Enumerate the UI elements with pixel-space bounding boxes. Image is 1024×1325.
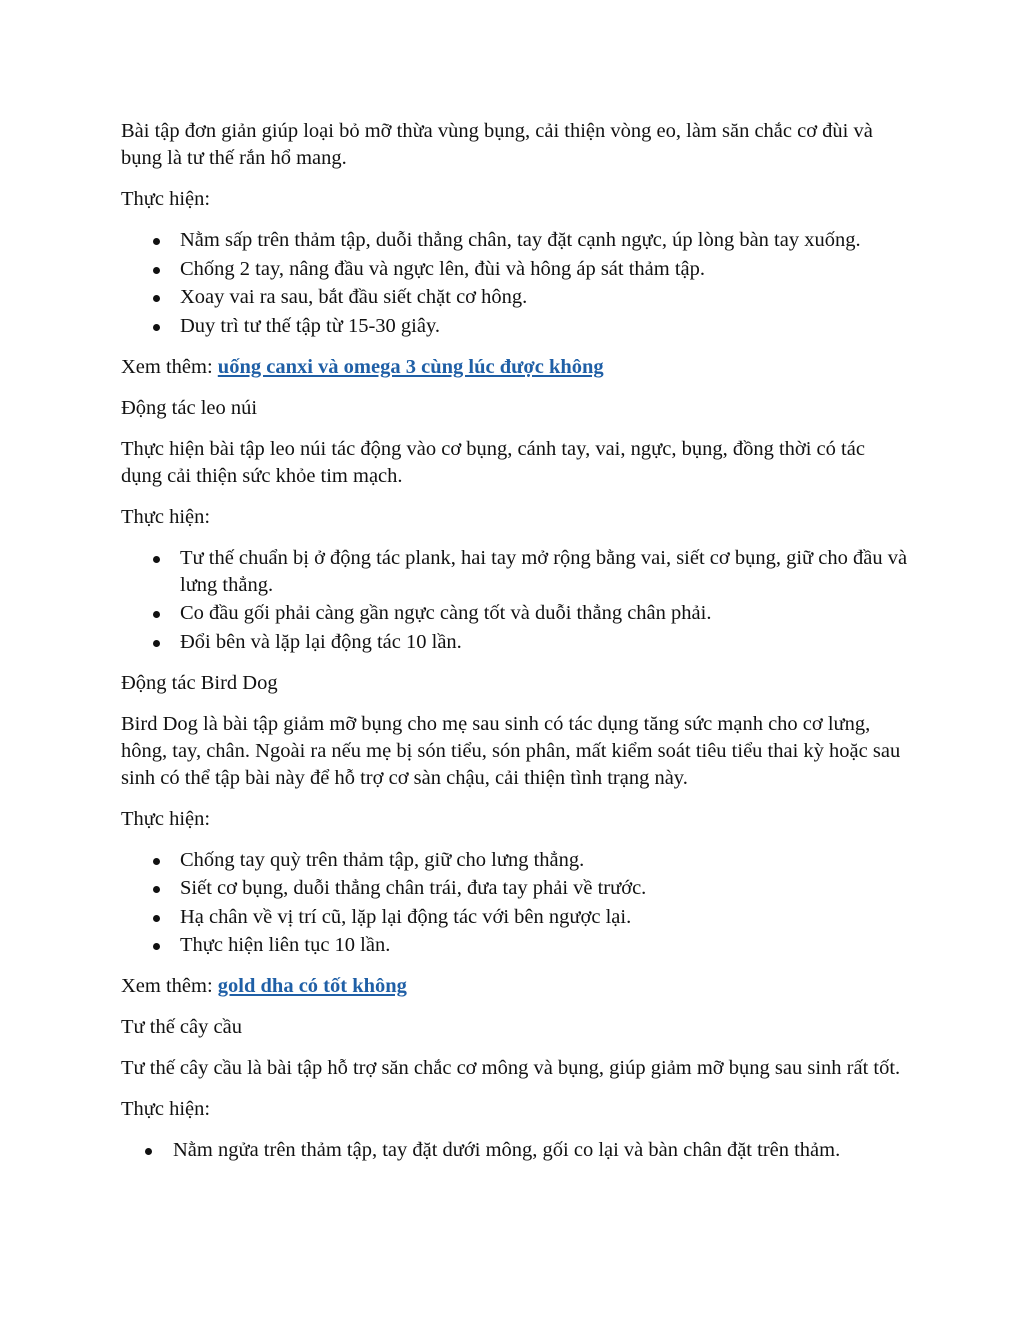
- see-more-prefix-2: Xem thêm:: [121, 975, 218, 997]
- birddog-heading: Động tác Bird Dog: [121, 671, 278, 694]
- birddog-steps-label: Thực hiện:: [121, 807, 211, 830]
- list-item: Siết cơ bụng, duỗi thẳng chân trái, đưa tay phải về trước.: [121, 875, 911, 902]
- climber-description: Thực hiện bài tập leo núi tác động vào cơ bụng, cánh tay, vai, ngực, bụng, đồng thời có tác dụng cải thiện sức khỏe tim mạch.: [121, 437, 865, 487]
- list-item: Đổi bên và lặp lại động tác 10 lần.: [121, 629, 911, 656]
- list-item: Chống tay quỳ trên thảm tập, giữ cho lưng thẳng.: [121, 847, 911, 874]
- bullet-icon: [153, 556, 160, 563]
- see-more-link[interactable]: uống canxi và omega 3 cùng lúc được không: [217, 355, 604, 378]
- see-more-paragraph: [121, 354, 911, 381]
- bullet-icon: [153, 238, 160, 245]
- climber-steps-list: [121, 545, 911, 656]
- bullet-icon: [153, 640, 160, 647]
- bridge-description: Tư thế cây cầu là bài tập hỗ trợ săn chắc cơ mông và bụng, giúp giảm mỡ bụng sau sinh rất tốt.: [121, 1057, 901, 1079]
- climber-heading: Động tác leo núi: [121, 396, 258, 419]
- bridge-steps-list: [121, 1137, 911, 1164]
- bullet-icon: [153, 267, 160, 274]
- list-item: Tư thế chuẩn bị ở động tác plank, hai tay mở rộng bằng vai, siết cơ bụng, giữ cho đầu và lưng thẳng.: [121, 545, 911, 599]
- bullet-icon: [153, 886, 160, 893]
- climber-steps-label: Thực hiện:: [121, 505, 211, 528]
- document-page: [121, 118, 911, 1178]
- list-item: Nằm ngửa trên thảm tập, tay đặt dưới mông, gối co lại và bàn chân đặt trên thảm.: [121, 1137, 911, 1164]
- bridge-steps-label: Thực hiện:: [121, 1098, 211, 1120]
- list-item: Nằm sấp trên thảm tập, duỗi thẳng chân, tay đặt cạnh ngực, úp lòng bàn tay xuống.: [121, 227, 911, 254]
- bullet-icon: [145, 1148, 152, 1155]
- cobra-steps-label: Thực hiện:: [121, 188, 211, 210]
- bullet-icon: [153, 611, 160, 618]
- see-more-prefix: Xem thêm:: [121, 355, 218, 378]
- list-item: Thực hiện liên tục 10 lần.: [121, 932, 911, 959]
- bullet-icon: [153, 943, 160, 950]
- bullet-icon: [153, 915, 160, 922]
- bullet-icon: [153, 295, 160, 302]
- list-item: Co đầu gối phải càng gần ngực càng tốt và duỗi thẳng chân phải.: [121, 600, 911, 627]
- list-item: Xoay vai ra sau, bắt đầu siết chặt cơ hông.: [121, 284, 911, 311]
- see-more-link-2[interactable]: gold dha có tốt không: [217, 975, 407, 997]
- intro-paragraph: Bài tập đơn giản giúp loại bỏ mỡ thừa vùng bụng, cải thiện vòng eo, làm săn chắc cơ đùi và bụng là tư thế rắn hổ mang.: [121, 120, 873, 169]
- birddog-steps-list: [121, 847, 911, 960]
- list-item: Duy trì tư thế tập từ 15-30 giây.: [121, 313, 911, 340]
- bullet-icon: [153, 858, 160, 865]
- list-item: Hạ chân về vị trí cũ, lặp lại động tác với bên ngược lại.: [121, 904, 911, 931]
- bullet-icon: [153, 324, 160, 331]
- see-more-paragraph-2: [121, 973, 911, 1000]
- list-item: Chống 2 tay, nâng đầu và ngực lên, đùi và hông áp sát thảm tập.: [121, 256, 911, 283]
- birddog-description: Bird Dog là bài tập giảm mỡ bụng cho mẹ sau sinh có tác dụng tăng sức mạnh cho cơ lưng, hông, tay, chân. Ngoài ra nếu mẹ bị són tiểu, són phân, mất kiểm soát tiêu tiểu thai kỳ hoặc sau sinh có thể tập bài này để hỗ trợ cơ sàn chậu, cải thiện tình trạng này.: [121, 712, 901, 789]
- cobra-steps-list: [121, 227, 911, 340]
- bridge-heading: Tư thế cây cầu: [121, 1016, 242, 1038]
